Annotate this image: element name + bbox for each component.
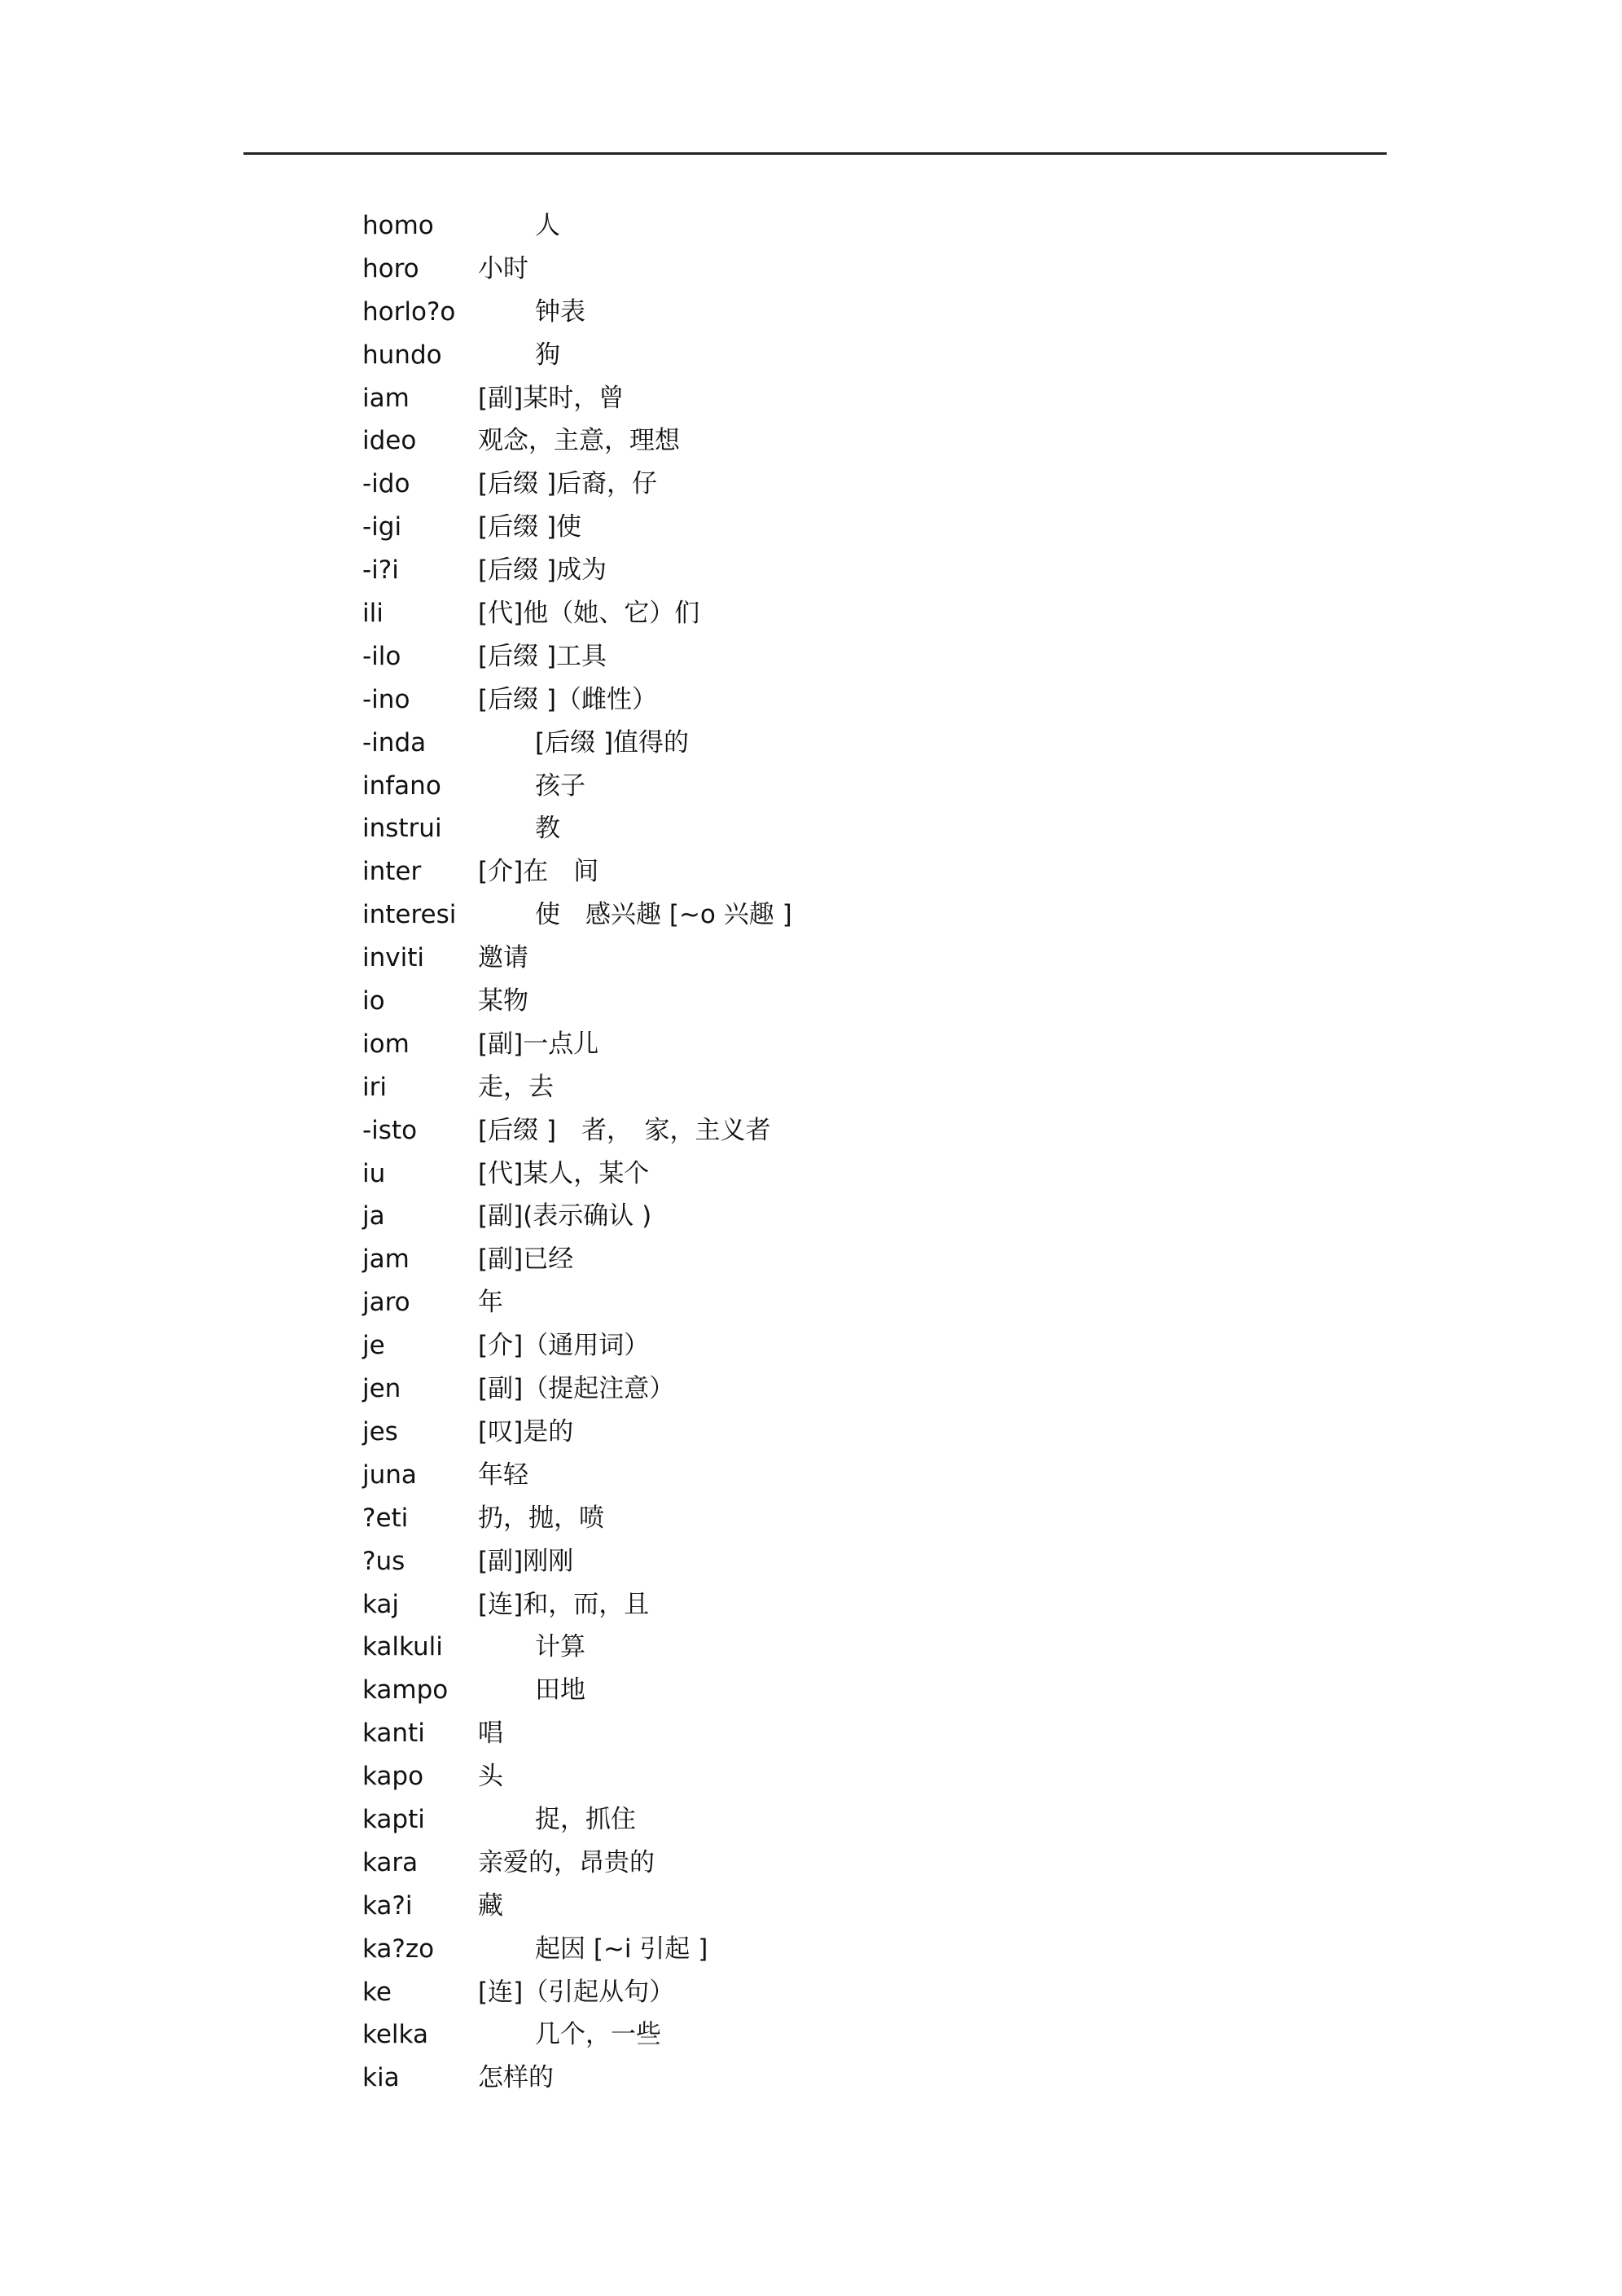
entry-term: iam (362, 383, 410, 413)
entry-definition: 怎样的 (478, 2063, 554, 2093)
glossary-entry (362, 380, 1421, 423)
entry-term: jen (362, 1374, 401, 1404)
entry-term: kia (362, 2063, 400, 2093)
entry-term: homo (362, 211, 434, 240)
entry-definition: 小时 (478, 253, 528, 283)
entry-definition: 计算 (535, 1632, 585, 1662)
entry-definition: [副](表示确认 ) (478, 1201, 652, 1231)
glossary-entry (362, 508, 1421, 551)
glossary-entry (362, 1197, 1421, 1240)
glossary-entry (362, 896, 1421, 939)
entry-term: io (362, 986, 385, 1016)
entry-term: -isto (362, 1115, 418, 1145)
entry-term: horo (362, 253, 419, 283)
entry-term: kapti (362, 1804, 425, 1834)
entry-definition: 某物 (478, 986, 528, 1016)
entry-term: kara (362, 1847, 419, 1877)
entry-term: infano (362, 770, 441, 801)
entry-term: jam (362, 1245, 410, 1275)
entry-definition: [后缀 ]使 (478, 512, 582, 542)
entry-definition: 亲爱的，昂贵的 (478, 1847, 655, 1877)
glossary-entry (362, 1628, 1421, 1671)
entry-definition: 唱 (478, 1719, 503, 1749)
glossary-entry (362, 1586, 1421, 1629)
glossary-entry (362, 1240, 1421, 1284)
entry-definition: 捉，抓住 (535, 1804, 636, 1834)
entry-term: ideo (362, 426, 417, 456)
entry-term: juna (362, 1460, 417, 1490)
entry-term: -ido (362, 469, 410, 499)
glossary-entry (362, 939, 1421, 982)
glossary-entry (362, 1543, 1421, 1586)
entry-definition: 藏 (478, 1890, 503, 1921)
glossary-entry (362, 1801, 1421, 1844)
entry-definition: [后缀 ]成为 (478, 555, 607, 586)
entry-term: kaj (362, 1589, 400, 1619)
entry-term: je (362, 1331, 385, 1361)
entry-definition: 孩子 (535, 770, 585, 801)
entry-term: -inda (362, 727, 427, 757)
entry-definition: 邀请 (478, 943, 528, 973)
entry-term: -ino (362, 684, 410, 714)
glossary-entry (362, 1930, 1421, 1973)
glossary-entry (362, 422, 1421, 465)
entry-term: -ilo (362, 641, 401, 671)
entry-definition: [介]在 间 (478, 857, 599, 887)
entry-definition: [副]（提起注意） (478, 1374, 675, 1404)
glossary-entry (362, 767, 1421, 810)
glossary-entry (362, 1413, 1421, 1456)
glossary-entry (362, 1025, 1421, 1069)
entry-definition: 教 (535, 814, 560, 844)
entry-definition: [副]已经 (478, 1245, 574, 1275)
entry-definition: [后缀 ]值得的 (535, 727, 690, 757)
entry-term: inviti (362, 943, 424, 973)
glossary-entry (362, 1155, 1421, 1198)
entry-definition: 观念，主意，理想 (478, 426, 680, 456)
entry-definition: 田地 (535, 1675, 585, 1706)
entry-term: horlo?o (362, 296, 456, 327)
entry-definition: [代]他（她、它）们 (478, 599, 700, 629)
entry-term: jaro (362, 1288, 410, 1318)
entry-definition: 头 (478, 1762, 503, 1792)
entry-term: iom (362, 1029, 410, 1059)
entry-definition: [后缀 ]后裔，仔 (478, 469, 658, 499)
entry-definition: 扔，抛，喷 (478, 1503, 604, 1533)
entry-definition: 起因 [~i 引起 ] (535, 1934, 708, 1964)
glossary-entry (362, 1671, 1421, 1714)
glossary-entry (362, 1069, 1421, 1112)
entry-definition: 人 (535, 211, 560, 240)
entry-term: inter (362, 857, 422, 887)
entry-term: ka?i (362, 1890, 413, 1921)
glossary-entry (362, 810, 1421, 853)
entry-definition: 年 (478, 1288, 503, 1318)
entry-term: -i?i (362, 555, 399, 586)
entry-term: ?us (362, 1546, 406, 1576)
glossary-entry (362, 1456, 1421, 1499)
entry-definition: 狗 (535, 340, 560, 370)
entry-definition: 使 感兴趣 [~o 兴趣 ] (535, 900, 792, 930)
glossary-entry (362, 853, 1421, 896)
entry-definition: [介]（通用词） (478, 1331, 650, 1361)
entry-definition: [代]某人，某个 (478, 1158, 650, 1188)
entry-term: kapo (362, 1762, 424, 1792)
glossary-entry (362, 1844, 1421, 1887)
glossary-entry (362, 1499, 1421, 1543)
glossary-entry (362, 638, 1421, 681)
entry-term: kampo (362, 1675, 449, 1706)
entry-term: ili (362, 599, 384, 629)
glossary-entry (362, 2016, 1421, 2059)
glossary-entry (362, 551, 1421, 595)
header-rule (243, 152, 1387, 155)
entry-term: kalkuli (362, 1632, 443, 1662)
entry-term: ka?zo (362, 1934, 435, 1964)
entry-term: iu (362, 1158, 386, 1188)
glossary-entry (362, 293, 1421, 336)
glossary-entry (362, 1714, 1421, 1758)
entry-term: interesi (362, 900, 457, 930)
entry-term: jes (362, 1416, 398, 1447)
entry-term: iri (362, 1072, 387, 1102)
entry-term: ke (362, 1977, 392, 2007)
glossary-entry (362, 724, 1421, 767)
glossary-entry (362, 2059, 1421, 2102)
entry-definition: [连]（引起从句） (478, 1977, 675, 2007)
entry-definition: 走，去 (478, 1072, 554, 1102)
glossary-list (362, 207, 1421, 2102)
glossary-entry (362, 595, 1421, 638)
glossary-entry (362, 1887, 1421, 1930)
entry-definition: [后缀 ]（雌性） (478, 684, 658, 714)
entry-definition: 几个，一些 (535, 2020, 661, 2050)
entry-definition: 年轻 (478, 1460, 528, 1490)
entry-definition: [叹]是的 (478, 1416, 574, 1447)
glossary-entry (362, 1758, 1421, 1801)
glossary-entry (362, 465, 1421, 508)
entry-definition: [副]某时，曾 (478, 383, 625, 413)
entry-term: kelka (362, 2020, 428, 2050)
glossary-entry (362, 1284, 1421, 1327)
entry-definition: [副]一点儿 (478, 1029, 599, 1059)
entry-term: ja (362, 1201, 385, 1231)
glossary-entry (362, 1112, 1421, 1155)
glossary-entry (362, 207, 1421, 250)
glossary-entry (362, 1973, 1421, 2017)
glossary-entry (362, 250, 1421, 293)
entry-definition: [后缀 ]工具 (478, 641, 607, 671)
entry-term: kanti (362, 1719, 425, 1749)
entry-term: hundo (362, 340, 442, 370)
glossary-entry (362, 982, 1421, 1025)
entry-term: ?eti (362, 1503, 409, 1533)
glossary-entry (362, 1370, 1421, 1413)
glossary-entry (362, 336, 1421, 380)
entry-term: instrui (362, 814, 442, 844)
entry-definition: [后缀 ] 者， 家，主义者 (478, 1115, 771, 1145)
entry-definition: [副]刚刚 (478, 1546, 574, 1576)
glossary-entry (362, 1327, 1421, 1370)
glossary-entry (362, 681, 1421, 724)
entry-term: -igi (362, 512, 402, 542)
entry-definition: [连]和，而，且 (478, 1589, 650, 1619)
entry-definition: 钟表 (535, 296, 585, 327)
